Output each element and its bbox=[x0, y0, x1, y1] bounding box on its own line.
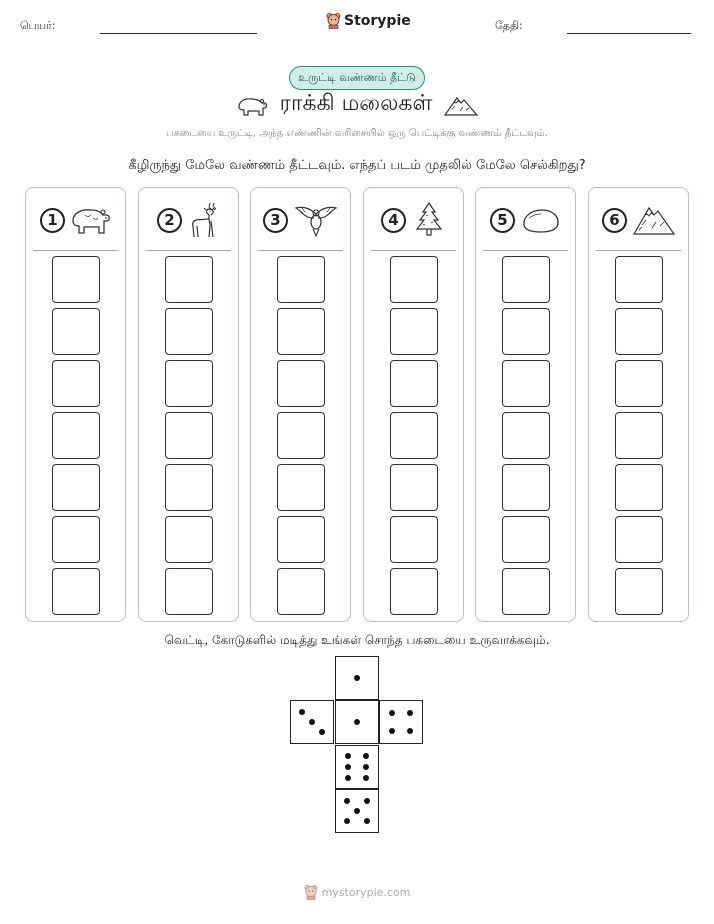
color-box[interactable] bbox=[615, 568, 663, 615]
color-box[interactable] bbox=[615, 360, 663, 407]
color-box[interactable] bbox=[52, 256, 100, 303]
pip bbox=[344, 798, 350, 804]
column-header bbox=[251, 200, 350, 240]
color-box[interactable] bbox=[52, 516, 100, 563]
color-box[interactable] bbox=[390, 360, 438, 407]
eagle-icon bbox=[294, 202, 338, 238]
pip bbox=[389, 710, 395, 716]
color-box[interactable] bbox=[615, 516, 663, 563]
column-number: 2 bbox=[157, 208, 182, 233]
column-header bbox=[589, 200, 688, 240]
pip bbox=[345, 775, 351, 781]
deer-icon bbox=[188, 201, 220, 239]
rock-icon bbox=[521, 205, 561, 235]
color-box[interactable] bbox=[277, 568, 325, 615]
dice-face-3 bbox=[290, 700, 334, 744]
color-box[interactable] bbox=[52, 412, 100, 459]
color-box[interactable] bbox=[277, 464, 325, 511]
column-header bbox=[364, 200, 463, 240]
color-box[interactable] bbox=[502, 568, 550, 615]
pip bbox=[299, 709, 305, 715]
name-label: பெயர்: bbox=[20, 19, 56, 32]
column-number: 6 bbox=[602, 208, 627, 233]
color-box[interactable] bbox=[502, 516, 550, 563]
color-box[interactable] bbox=[277, 360, 325, 407]
color-box[interactable] bbox=[390, 568, 438, 615]
dice-face-1 bbox=[335, 656, 379, 700]
footer bbox=[0, 884, 714, 900]
color-box[interactable] bbox=[277, 412, 325, 459]
date-label: தேதி: bbox=[495, 19, 523, 32]
column-header bbox=[26, 200, 125, 240]
color-box[interactable] bbox=[390, 256, 438, 303]
color-box[interactable] bbox=[502, 412, 550, 459]
dice-face-5 bbox=[335, 789, 379, 833]
pip bbox=[319, 729, 325, 735]
mountain-icon bbox=[444, 93, 478, 117]
dice-net bbox=[290, 656, 424, 834]
cut-instruction: வெட்டி, கோடுகளில் மடித்து உங்கள் சொந்த பகடையை உருவாக்கவும். bbox=[164, 633, 550, 647]
color-box[interactable] bbox=[277, 256, 325, 303]
color-box[interactable] bbox=[615, 464, 663, 511]
color-box[interactable] bbox=[615, 412, 663, 459]
pip bbox=[407, 728, 413, 734]
column-number: 5 bbox=[490, 208, 515, 233]
color-box[interactable] bbox=[390, 412, 438, 459]
pip bbox=[363, 764, 369, 770]
column-number: 4 bbox=[381, 208, 406, 233]
instruction-text: பகடையை உருட்டி, அந்த எண்ணின் வரிசையில் ஒரு பெட்டிக்கு வண்ணம் தீட்டவும். bbox=[166, 128, 548, 139]
page-title: ராக்கி மலைகள் bbox=[279, 91, 433, 116]
color-box[interactable] bbox=[52, 360, 100, 407]
pip bbox=[354, 675, 360, 681]
color-box[interactable] bbox=[165, 464, 213, 511]
color-box[interactable] bbox=[390, 516, 438, 563]
brand-logo bbox=[326, 12, 411, 29]
color-box[interactable] bbox=[502, 308, 550, 355]
column-number: 1 bbox=[40, 208, 65, 233]
pip bbox=[389, 728, 395, 734]
pip bbox=[345, 764, 351, 770]
name-line[interactable] bbox=[100, 33, 257, 34]
column-2 bbox=[138, 187, 239, 622]
color-box[interactable] bbox=[502, 464, 550, 511]
dice-face-1 bbox=[335, 700, 379, 744]
color-box[interactable] bbox=[502, 256, 550, 303]
color-box[interactable] bbox=[390, 464, 438, 511]
pip bbox=[364, 798, 370, 804]
color-box[interactable] bbox=[615, 256, 663, 303]
column-3 bbox=[250, 187, 351, 622]
bear-icon bbox=[71, 203, 111, 237]
column-6 bbox=[588, 187, 689, 622]
column-number: 3 bbox=[263, 208, 288, 233]
color-box[interactable] bbox=[277, 308, 325, 355]
mountain-icon bbox=[633, 203, 675, 237]
activity-pill: உருட்டி வண்ணம் தீட்டு bbox=[289, 66, 425, 90]
color-box[interactable] bbox=[165, 308, 213, 355]
color-box[interactable] bbox=[165, 360, 213, 407]
color-box[interactable] bbox=[165, 412, 213, 459]
pip bbox=[309, 719, 315, 725]
color-box[interactable] bbox=[165, 568, 213, 615]
dice-face-6 bbox=[335, 745, 379, 789]
pip bbox=[344, 818, 350, 824]
bear-icon bbox=[236, 93, 268, 117]
column-header bbox=[476, 200, 575, 240]
color-box[interactable] bbox=[52, 308, 100, 355]
color-box[interactable] bbox=[165, 516, 213, 563]
color-box[interactable] bbox=[390, 308, 438, 355]
pip bbox=[363, 775, 369, 781]
pip bbox=[345, 753, 351, 759]
column-1 bbox=[25, 187, 126, 622]
color-box[interactable] bbox=[277, 516, 325, 563]
color-box[interactable] bbox=[502, 360, 550, 407]
color-box[interactable] bbox=[52, 464, 100, 511]
column-4 bbox=[363, 187, 464, 622]
column-header bbox=[139, 200, 238, 240]
pip bbox=[364, 818, 370, 824]
question-text: கீழிருந்து மேலே வண்ணம் தீட்டவும். எந்தப் படம் முதலில் மேலே செல்கிறது? bbox=[128, 158, 586, 173]
color-box[interactable] bbox=[615, 308, 663, 355]
brand-name: Storypie bbox=[344, 12, 411, 29]
column-5 bbox=[475, 187, 576, 622]
date-line[interactable] bbox=[567, 33, 691, 34]
pip bbox=[407, 710, 413, 716]
color-box[interactable] bbox=[52, 568, 100, 615]
dice-face-4 bbox=[379, 700, 423, 744]
pine-tree-icon bbox=[412, 201, 446, 239]
pip bbox=[354, 719, 360, 725]
storypie-mascot-icon bbox=[326, 12, 341, 29]
footer-url[interactable]: mystorypie.com bbox=[321, 885, 411, 899]
pip bbox=[354, 808, 360, 814]
title-row bbox=[0, 91, 714, 119]
storypie-mascot-icon bbox=[304, 884, 318, 900]
pip bbox=[363, 753, 369, 759]
color-box[interactable] bbox=[165, 256, 213, 303]
